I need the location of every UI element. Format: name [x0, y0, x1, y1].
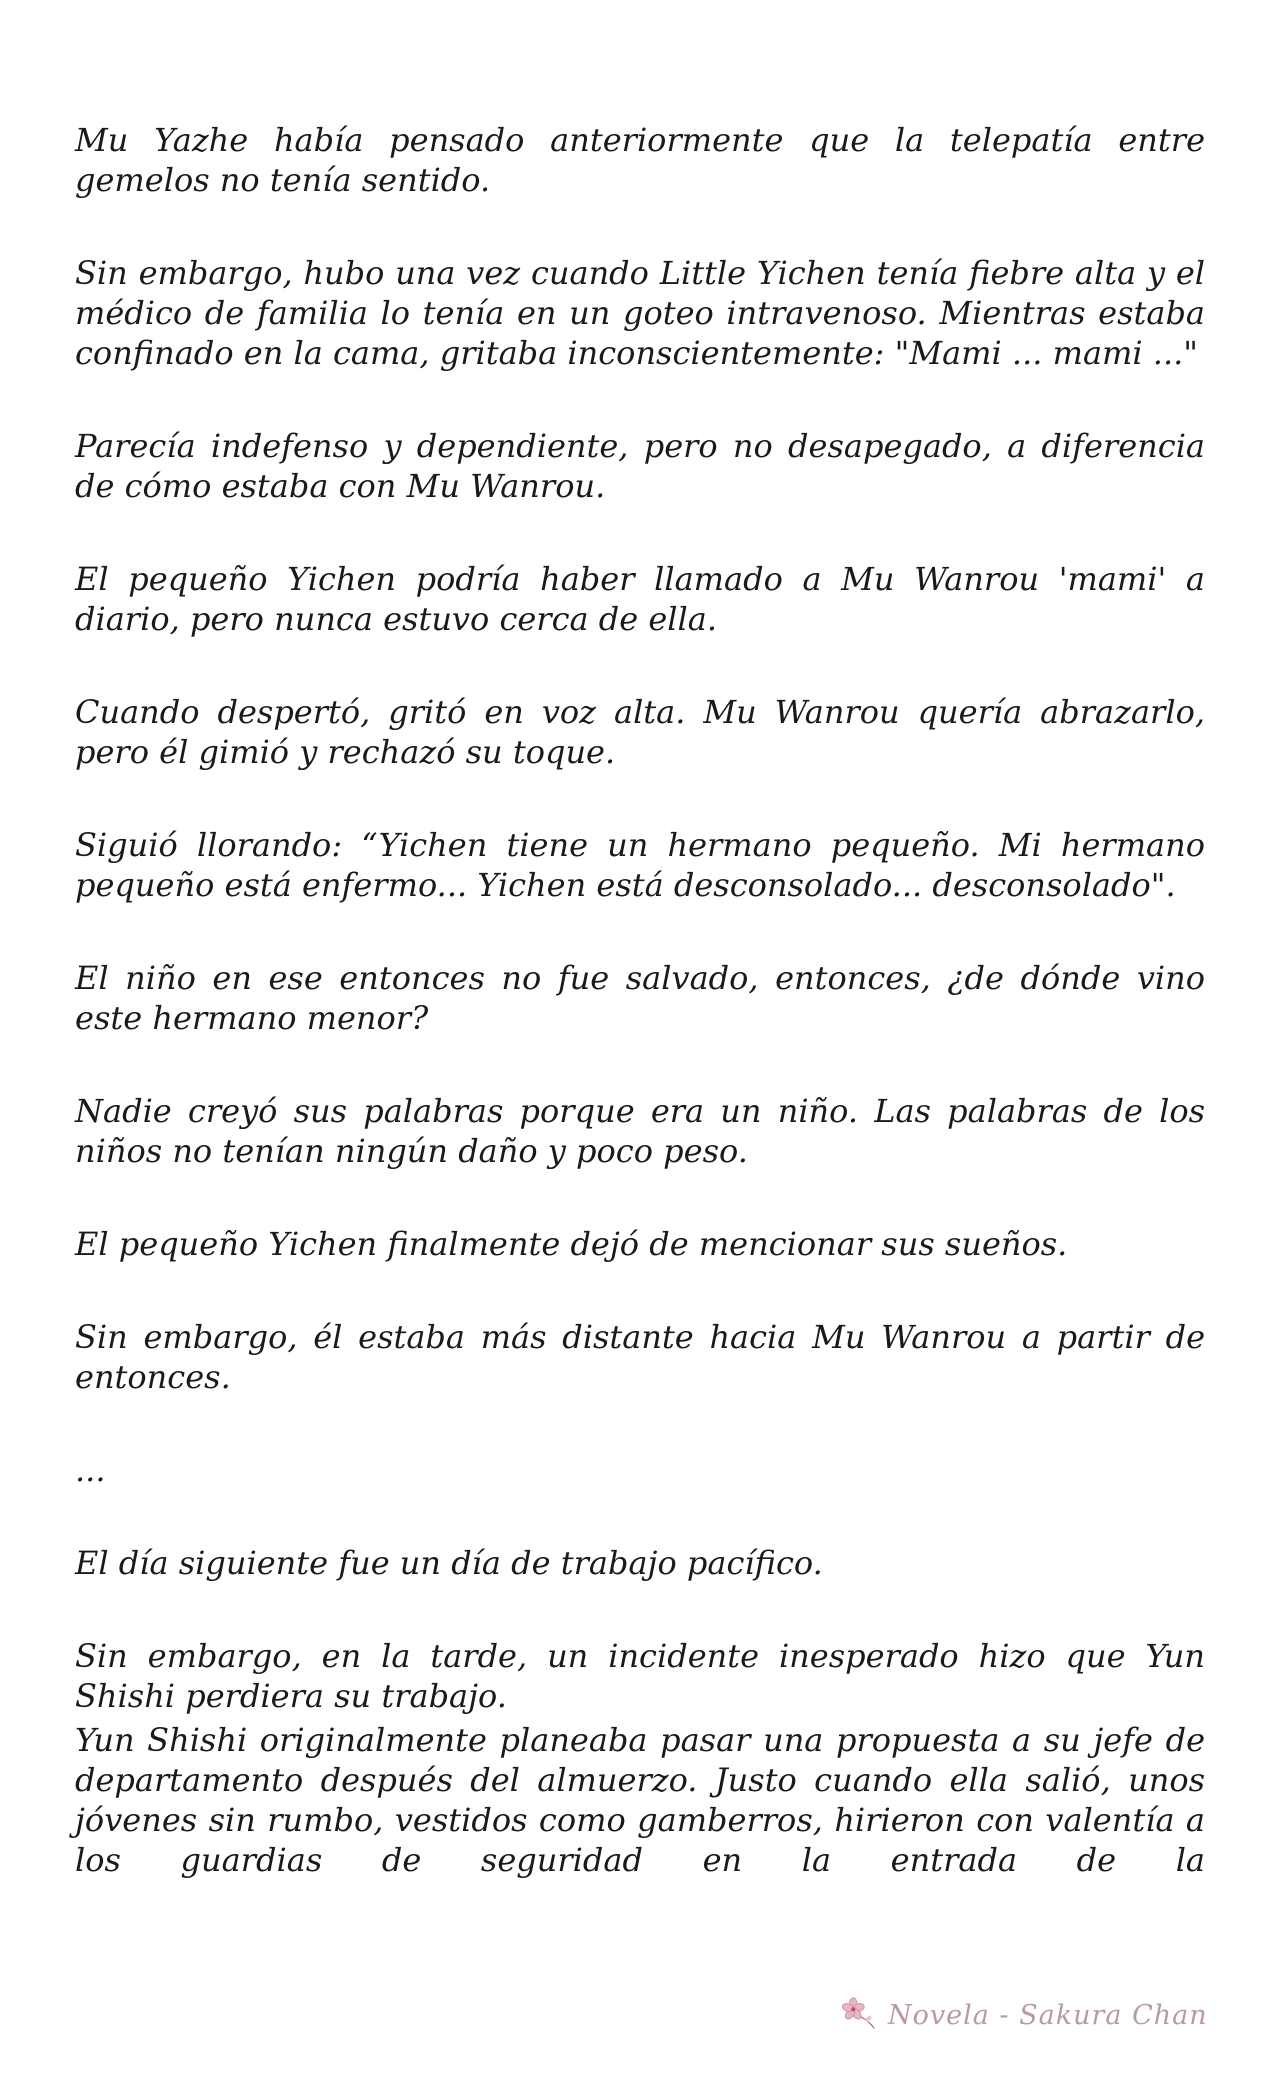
watermark-text: Novela - Sakura Chan — [888, 1999, 1208, 2031]
paragraph: Siguió llorando: “Yichen tiene un hermano pequeño. Mi hermano pequeño está enfermo... Yichen está desconsolado... desconsolado". — [75, 826, 1205, 904]
paragraph: Nadie creyó sus palabras porque era un niño. Las palabras de los niños no tenían ningún daño y poco peso. — [75, 1092, 1205, 1170]
sakura-flower-icon — [840, 1996, 878, 2034]
paragraph: Sin embargo, él estaba más distante hacia Mu Wanrou a partir de entonces. — [75, 1318, 1205, 1396]
paragraph: Sin embargo, hubo una vez cuando Little Yichen tenía fiebre alta y el médico de familia lo tenía en un goteo intravenoso. Mientras estaba confinado en la cama, gritaba inconscientemente: "Mami ... mami ..." — [75, 254, 1205, 372]
ellipsis-separator: ... — [75, 1451, 106, 1489]
paragraph: Cuando despertó, gritó en voz alta. Mu Wanrou quería abrazarlo, pero él gimió y rechazó su toque. — [75, 693, 1205, 771]
paragraph: Sin embargo, en la tarde, un incidente inesperado hizo que Yun Shishi perdiera su trabajo. — [75, 1637, 1205, 1715]
paragraph: Yun Shishi originalmente planeaba pasar una propuesta a su jefe de departamento después del almuerzo. Justo cuando ella salió, unos jóvenes sin rumbo, vestidos como gamberros, hirieron con valentía a los guardias de seguridad en la entrada de la — [75, 1721, 1205, 1879]
paragraph: Parecía indefenso y dependiente, pero no desapegado, a diferencia de cómo estaba con Mu Wanrou. — [75, 427, 1205, 505]
paragraph: El pequeño Yichen podría haber llamado a Mu Wanrou 'mami' a diario, pero nunca estuvo cerca de ella. — [75, 560, 1205, 638]
chapter-text — [75, 120, 1205, 1880]
paragraph: El día siguiente fue un día de trabajo pacífico. — [75, 1544, 823, 1582]
paragraph: El pequeño Yichen finalmente dejó de mencionar sus sueños. — [75, 1225, 1068, 1263]
paragraph: Mu Yazhe había pensado anteriormente que la telepatía entre gemelos no tenía sentido. — [75, 121, 1205, 199]
paragraph: El niño en ese entonces no fue salvado, entonces, ¿de dónde vino este hermano menor? — [75, 959, 1205, 1037]
watermark — [840, 1990, 1220, 2040]
